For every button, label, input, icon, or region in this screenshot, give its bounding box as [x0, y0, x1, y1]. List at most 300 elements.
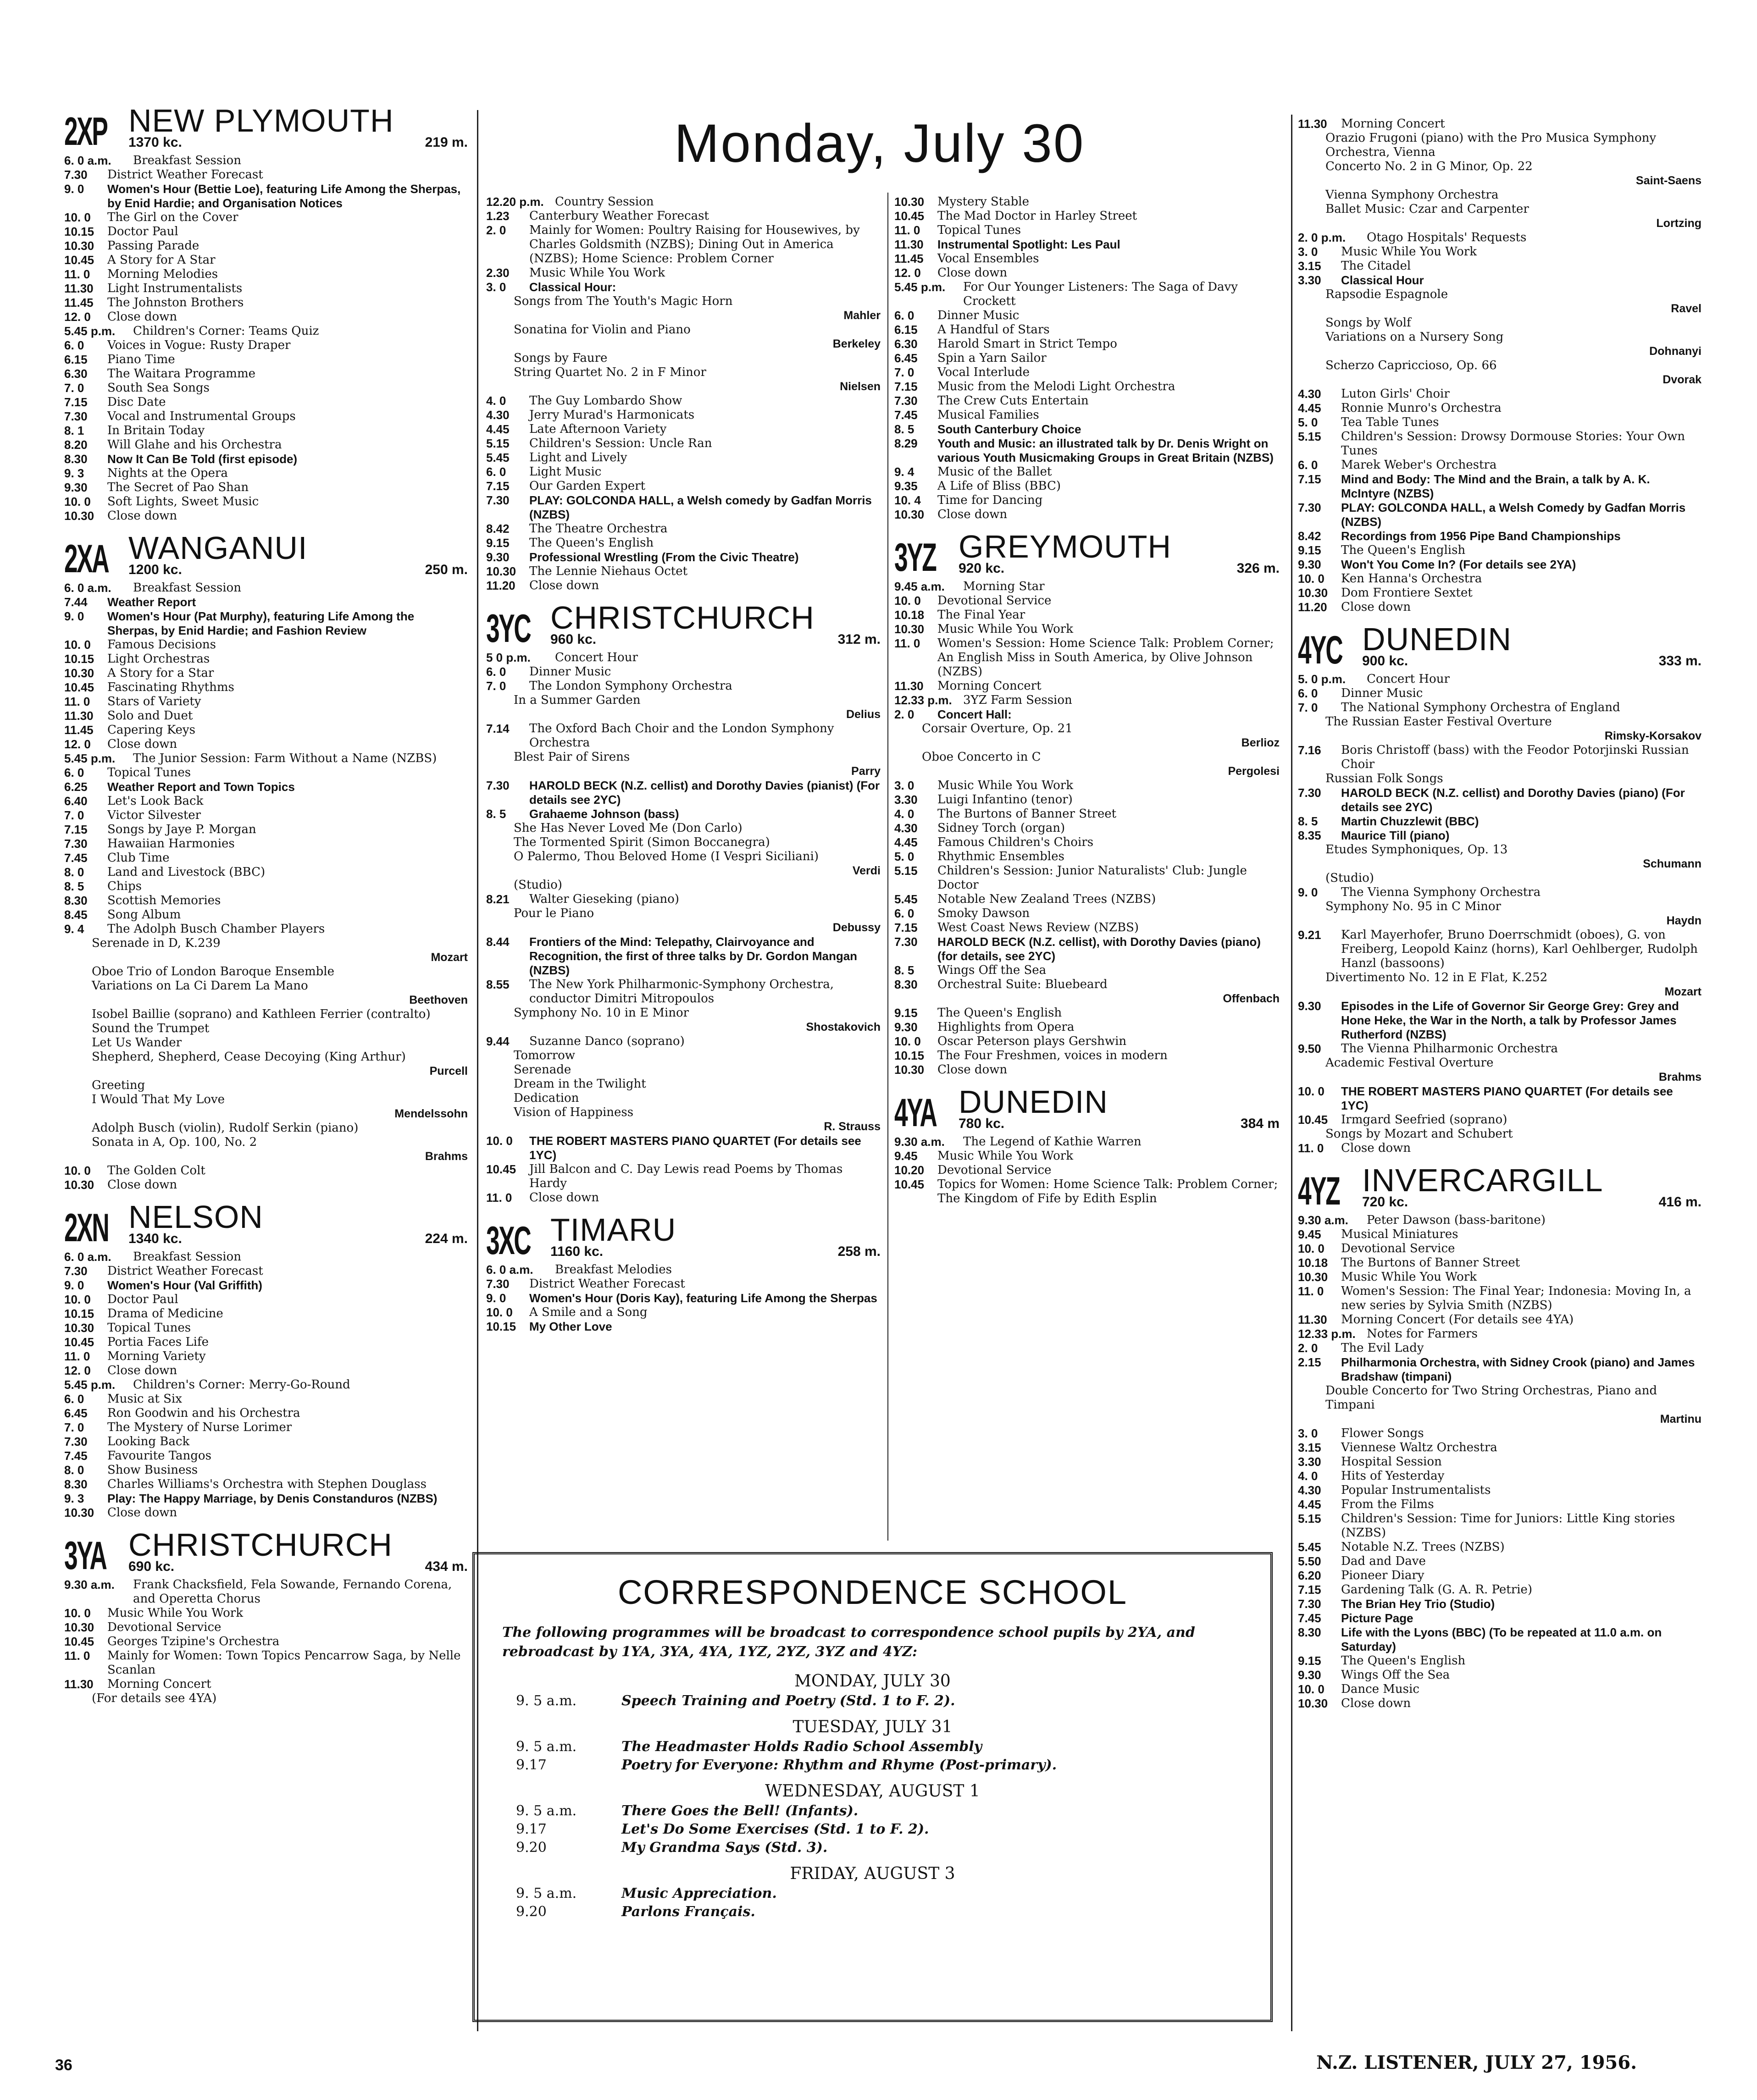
schedule-row: [1298, 160, 1702, 174]
programme-detail: Let Us Wander: [92, 1036, 182, 1050]
time-label: 10.30: [894, 195, 925, 209]
schedule-row: [64, 168, 468, 182]
programme-title: Close down: [529, 579, 599, 592]
schedule-row: [894, 422, 1280, 437]
page-header: Monday, July 30: [674, 113, 1085, 174]
station-heading: [1298, 1162, 1702, 1213]
schedule-row: [64, 1649, 468, 1677]
footer-credit: N.Z. LISTENER, JULY 27, 1956.: [1316, 2052, 1637, 2073]
programme-title: Peter Dawson (bass-baritone): [1367, 1213, 1546, 1227]
schedule-row: [894, 1049, 1280, 1063]
programme-title: Breakfast Session: [133, 1250, 241, 1264]
programme-title: HAROLD BECK (N.Z. cellist), with Dorothy Davies (piano) (for details, see 2YC): [937, 935, 1261, 963]
programme-title: The London Symphony Orchestra: [529, 679, 732, 693]
schedule-row: [894, 323, 1280, 337]
programme-title: Tea Table Tunes: [1341, 415, 1439, 429]
schedule-row: [486, 1091, 881, 1105]
programme-detail: (Studio): [514, 878, 562, 892]
programme-title: Disc Date: [107, 395, 166, 409]
schedule-row: [894, 493, 1280, 508]
station-city: CHRISTCHURCH: [550, 600, 815, 636]
programme-title: South Sea Songs: [107, 381, 210, 395]
programme-title: Devotional Service: [937, 594, 1052, 608]
programme-title: The Queen's English: [937, 1006, 1062, 1020]
programme-detail: Variations on a Nursery Song: [1325, 330, 1504, 344]
programme-title: Women's Hour (Bettie Loe), featuring Life Among the Sherpas, by Enid Hardie; and Organisation Notices: [107, 182, 461, 210]
programme-title: Episodes in the Life of Governor Sir George Grey: Grey and Hone Heke, the War in the North, a talk by Professor James Rutherford (NZBS): [1341, 999, 1679, 1041]
programme-title: Topical Tunes: [107, 766, 191, 779]
programme-title: The Citadel: [1341, 259, 1411, 273]
time-label: 5.45 p.m.: [894, 280, 946, 294]
programme-title: The Golden Colt: [107, 1164, 205, 1177]
schedule-row: [1298, 1597, 1702, 1611]
station-callsign: 2XN: [64, 1206, 109, 1250]
schedule-row: [1298, 1668, 1702, 1682]
time-label: 6.15: [894, 323, 918, 337]
station-wavelength: 250 m.: [425, 562, 468, 577]
schedule-row: [486, 1134, 881, 1162]
schedule-row: [1298, 1141, 1702, 1155]
schedule-row: [1298, 1213, 1702, 1227]
correspondence-day: MONDAY, JULY 30: [794, 1672, 951, 1691]
programme-detail: Sonata in A, Op. 100, No. 2: [92, 1135, 257, 1149]
correspondence-time: 9. 5 a.m.: [516, 1693, 577, 1709]
time-label: 5.50: [1298, 1554, 1321, 1568]
schedule-row: [64, 1250, 468, 1264]
time-label: 8.21: [486, 892, 510, 906]
schedule-row: [64, 509, 468, 523]
time-label: 3.30: [894, 793, 918, 807]
schedule-row: [894, 693, 1280, 707]
schedule-row: [64, 253, 468, 267]
programme-title: 3YZ Farm Session: [963, 693, 1072, 707]
schedule-row: [1298, 117, 1702, 131]
station-city: GREYMOUTH: [959, 529, 1171, 564]
schedule-row: [486, 821, 881, 835]
schedule-row: [64, 709, 468, 723]
programme-title: The Mad Doctor in Harley Street: [937, 209, 1137, 223]
time-label: 7.30: [64, 1435, 88, 1448]
station-name-block: [959, 529, 1280, 576]
schedule-row: [1298, 1384, 1702, 1412]
programme-title: The Mystery of Nurse Lorimer: [107, 1420, 292, 1434]
station-callsign: 4YZ: [1298, 1169, 1340, 1213]
schedule-row: [894, 1034, 1280, 1049]
programme-title: The Junior Session: Farm Without a Name (NZBS): [133, 752, 437, 765]
programme-title: Time for Dancing: [937, 493, 1043, 507]
schedule-row: [894, 1006, 1280, 1020]
programme-title: Stars of Variety: [107, 695, 201, 708]
schedule-row: [894, 209, 1280, 223]
schedule-row: [486, 1263, 881, 1277]
programme-detail: The Russian Easter Festival Overture: [1325, 715, 1552, 729]
programme-title: Ron Goodwin and his Orchestra: [107, 1406, 300, 1420]
time-label: 7.30: [64, 409, 88, 423]
composer-name: Mozart: [431, 951, 468, 964]
time-label: 10.30: [1298, 1270, 1328, 1284]
time-label: 7.45: [1298, 1611, 1321, 1625]
schedule-row: [894, 821, 1280, 835]
time-label: 8.20: [64, 438, 88, 452]
time-label: 8. 5: [64, 879, 84, 893]
time-label: 11.45: [894, 252, 924, 265]
schedule-row: [1298, 415, 1702, 430]
programme-title: From the Films: [1341, 1498, 1434, 1511]
time-label: 9.30 a.m.: [894, 1135, 945, 1149]
schedule-row: [486, 1320, 881, 1334]
time-label: 10. 0: [486, 1305, 513, 1319]
schedule-row: [64, 1435, 468, 1449]
time-label: 11.30: [1298, 1313, 1327, 1326]
time-label: 4.30: [486, 408, 510, 422]
programme-title: Voices in Vogue: Rusty Draper: [107, 338, 291, 352]
programme-title: Notes for Farmers: [1367, 1327, 1478, 1341]
programme-title: Rhythmic Ensembles: [937, 850, 1064, 863]
schedule-row: [1298, 1697, 1702, 1711]
schedule-row: [894, 892, 1280, 906]
time-label: 4.30: [894, 821, 918, 835]
time-label: 10.45: [64, 680, 94, 694]
schedule-row: [1298, 1084, 1702, 1113]
composer-name: Dohnanyi: [1649, 345, 1702, 358]
time-label: 11.45: [64, 723, 94, 737]
column-3: [894, 195, 1280, 1213]
schedule-row: [64, 865, 468, 879]
schedule-row: [486, 978, 881, 1006]
programme-title: Close down: [1341, 1141, 1411, 1155]
time-label: 7.45: [894, 408, 918, 422]
schedule-row: [1298, 871, 1702, 885]
correspondence-programme: Speech Training and Poetry (Std. 1 to F. 2).: [621, 1693, 955, 1709]
time-label: 4.30: [1298, 387, 1321, 401]
schedule-row: [486, 579, 881, 593]
schedule-row: [1298, 401, 1702, 415]
schedule-row: [64, 595, 468, 609]
programme-title: Breakfast Session: [133, 154, 241, 167]
programme-title: The Vienna Symphony Orchestra: [1341, 885, 1541, 899]
time-label: 2. 0: [894, 707, 915, 721]
schedule-row: [894, 679, 1280, 693]
programme-title: The Theatre Orchestra: [529, 522, 668, 536]
schedule-row: [64, 1093, 468, 1107]
time-label: 6. 0: [1298, 686, 1318, 700]
time-label: 9.50: [1298, 1042, 1321, 1056]
programme-title: Suzanne Danco (soprano): [529, 1034, 685, 1048]
schedule-row: [1298, 772, 1702, 786]
station-wavelength: 312 m.: [837, 632, 881, 647]
schedule-row: [1298, 472, 1702, 501]
time-label: 10.45: [64, 1335, 94, 1349]
programme-title: The Secret of Pao Shan: [107, 481, 249, 494]
correspondence-time: 9.20: [516, 1904, 547, 1920]
programme-detail: Russian Folk Songs: [1325, 772, 1443, 785]
correspondence-item: [502, 1756, 1243, 1774]
schedule-row: [64, 1477, 468, 1492]
schedule-row: [64, 424, 468, 438]
schedule-row: [894, 337, 1280, 351]
time-label: 5. 0: [894, 850, 915, 863]
correspondence-day: FRIDAY, AUGUST 3: [790, 1864, 955, 1883]
time-label: 8.30: [894, 978, 918, 991]
station-kilocycles: 920 kc.: [959, 561, 1005, 576]
time-label: 7.16: [1298, 743, 1321, 757]
programme-title: PLAY: GOLCONDA HALL, a Welsh Comedy by Gadfan Morris (NZBS): [1341, 501, 1686, 529]
schedule-row: [1298, 273, 1702, 287]
schedule-row: [894, 963, 1280, 978]
schedule-row: [64, 1135, 468, 1149]
station-wavelength: 258 m.: [837, 1244, 881, 1259]
time-label: 9.30: [1298, 558, 1321, 571]
station-wavelength: 434 m.: [425, 1559, 468, 1574]
time-label: 10.45: [894, 209, 925, 223]
programme-title: Dad and Dave: [1341, 1554, 1426, 1568]
programme-detail: Songs by Wolf: [1325, 316, 1411, 330]
time-label: 6.45: [64, 1406, 88, 1420]
programme-detail: Orazio Frugoni (piano) with the Pro Musica Symphony Orchestra, Vienna: [1325, 131, 1657, 159]
programme-detail: Pour le Piano: [514, 906, 594, 920]
time-label: 10.30: [486, 564, 516, 578]
schedule-row: [1298, 885, 1702, 900]
station-spacer: [64, 1706, 468, 1713]
schedule-row: [894, 1177, 1280, 1206]
time-label: 2. 0: [1298, 1341, 1318, 1355]
schedule-row: [1298, 330, 1702, 344]
station-heading: [486, 600, 881, 651]
programme-title: Luton Girls' Choir: [1341, 387, 1450, 401]
schedule-row: [894, 594, 1280, 608]
schedule-row: [64, 1007, 468, 1022]
programme-title: The Crew Cuts Entertain: [937, 394, 1089, 408]
time-label: 6.20: [1298, 1569, 1321, 1582]
schedule-row: [1298, 1127, 1702, 1141]
time-label: 11. 0: [64, 1349, 90, 1363]
time-label: 11. 0: [1298, 1141, 1324, 1155]
schedule-row: [64, 1121, 468, 1135]
programme-title: Music While You Work: [937, 622, 1073, 636]
time-label: 2.30: [486, 266, 510, 280]
schedule-row: [894, 722, 1280, 736]
schedule-row: [64, 737, 468, 752]
programme-title: Famous Children's Choirs: [937, 835, 1094, 849]
programme-detail: Adolph Busch (violin), Rudolf Serkin (piano): [92, 1121, 359, 1135]
schedule-row: [1298, 1227, 1702, 1242]
time-label: 10.30: [64, 1620, 94, 1634]
programme-title: HAROLD BECK (N.Z. cellist) and Dorothy Davies (pianist) (For details see 2YC): [529, 779, 880, 807]
station-spacer: [1298, 1155, 1702, 1163]
time-label: 7. 0: [64, 1420, 84, 1434]
time-label: 5.15: [894, 864, 918, 878]
programme-title: Songs by Jaye P. Morgan: [107, 823, 256, 836]
programme-title: Concert Hour: [1367, 672, 1450, 686]
programme-title: Women's Hour (Doris Kay), featuring Life Among the Sherpas: [529, 1291, 877, 1305]
correspondence-programme: My Grandma Says (Std. 3).: [621, 1840, 828, 1856]
station-spacer: [64, 1192, 468, 1199]
programme-title: Youth and Music: an illustrated talk by Dr. Denis Wright on various Youth Musicmaking Groups in Great Britain (NZBS): [937, 437, 1274, 464]
time-label: 11.30: [64, 1677, 94, 1691]
time-label: 7.30: [1298, 501, 1321, 514]
programme-title: Music While You Work: [1341, 1270, 1477, 1284]
time-label: 2. 0: [486, 223, 506, 237]
schedule-row: [64, 1022, 468, 1036]
programme-title: Light Instrumentalists: [107, 282, 243, 295]
time-label: 10.30: [64, 1178, 94, 1192]
station-spacer: [894, 522, 1280, 529]
composer-name: Haydn: [1666, 914, 1702, 927]
station-callsign: 3YZ: [894, 536, 936, 580]
schedule-row: [64, 1606, 468, 1620]
schedule-row: [1298, 715, 1702, 729]
schedule-row: [64, 752, 468, 766]
station-heading: [64, 530, 468, 581]
station-callsign: 3YC: [486, 607, 531, 651]
programme-title: A Smile and a Song: [529, 1305, 648, 1319]
programme-title: Frank Chacksfield, Fela Sowande, Fernando Corena, and Operetta Chorus: [133, 1578, 452, 1606]
time-label: 11.30: [64, 282, 94, 295]
schedule-row: [1298, 701, 1702, 715]
programme-title: Show Business: [107, 1463, 198, 1477]
schedule-row: [64, 367, 468, 381]
programme-detail: She Has Never Loved Me (Don Carlo): [514, 821, 743, 835]
schedule-row: [1298, 1469, 1702, 1483]
station-kilocycles: 1370 kc.: [128, 135, 182, 150]
composer-name: Delius: [846, 708, 881, 721]
programme-detail: Rapsodie Espagnole: [1325, 287, 1448, 301]
time-label: 8.30: [64, 1477, 88, 1491]
schedule-row: [64, 851, 468, 865]
time-label: 11.20: [486, 579, 515, 592]
time-label: 9.30: [64, 481, 88, 494]
time-label: 9. 3: [64, 466, 84, 480]
station-spacer: [1298, 614, 1702, 622]
time-label: 10.45: [486, 1162, 516, 1176]
time-label: 3. 0: [1298, 245, 1318, 259]
time-label: 12. 0: [894, 266, 921, 280]
composer-name: Rimsky-Korsakov: [1604, 729, 1702, 742]
programme-title: The Queen's English: [1341, 1654, 1466, 1668]
programme-title: West Coast News Review (NZBS): [937, 921, 1139, 934]
time-label: 8.42: [486, 522, 510, 536]
schedule-row: [894, 437, 1280, 465]
time-label: 7.15: [64, 823, 88, 836]
schedule-row: [486, 394, 881, 408]
schedule-row: [894, 935, 1280, 963]
programme-title: Mind and Body: The Mind and the Brain, a talk by A. K. McIntyre (NZBS): [1341, 472, 1650, 500]
programme-title: Music While You Work: [1341, 245, 1477, 259]
schedule-row: [1298, 1611, 1702, 1625]
schedule-row: [894, 622, 1280, 636]
column-rule: [887, 193, 888, 1541]
schedule-row: [894, 779, 1280, 793]
composer-name: Saint-Saens: [1635, 174, 1702, 187]
station-frequency: [959, 561, 1280, 576]
schedule-row: [486, 807, 881, 821]
time-label: 9.30 a.m.: [64, 1578, 115, 1592]
composer-name: Brahms: [1658, 1071, 1702, 1083]
schedule-row: [1298, 829, 1702, 843]
page-number: 36: [55, 2056, 72, 2074]
schedule-row: [486, 1291, 881, 1305]
schedule-row: [64, 894, 468, 908]
time-label: 7.30: [1298, 786, 1321, 800]
programme-title: Musical Families: [937, 408, 1039, 422]
time-label: 11.30: [64, 709, 94, 723]
schedule-row: [894, 1163, 1280, 1177]
programme-title: Capering Keys: [107, 723, 195, 737]
programme-title: Drama of Medicine: [107, 1307, 223, 1321]
schedule-row: [486, 493, 881, 522]
programme-title: HAROLD BECK (N.Z. cellist) and Dorothy Davies (piano) (For details see 2YC): [1341, 786, 1685, 814]
schedule-row: [486, 750, 881, 764]
schedule-row: [894, 921, 1280, 935]
programme-title: Morning Melodies: [107, 267, 218, 281]
programme-title: Vocal Interlude: [937, 365, 1030, 379]
programme-title: The Guy Lombardo Show: [529, 394, 682, 408]
programme-detail: Symphony No. 95 in C Minor: [1325, 900, 1501, 913]
composer-name: Dvorak: [1663, 373, 1702, 386]
schedule-row: [486, 479, 881, 493]
composer-name: Schumann: [1643, 857, 1702, 870]
programme-title: Scottish Memories: [107, 894, 221, 907]
station-city: DUNEDIN: [1362, 621, 1512, 657]
time-label: 6.15: [64, 353, 88, 366]
station-frequency: [550, 1244, 881, 1259]
time-label: 10. 0: [64, 638, 91, 652]
time-label: 9.30: [1298, 999, 1321, 1013]
programme-title: Piano Time: [107, 353, 175, 366]
station-heading: [1298, 621, 1702, 672]
programme-title: Flower Songs: [1341, 1426, 1424, 1440]
time-label: 10.30: [894, 1063, 925, 1077]
time-label: 11. 0: [64, 267, 90, 281]
schedule-row: [1298, 430, 1702, 458]
time-label: 10. 0: [486, 1134, 513, 1148]
programme-detail: Divertimento No. 12 in E Flat, K.252: [1325, 971, 1548, 984]
programme-detail: Songs from The Youth's Magic Horn: [514, 294, 733, 308]
programme-detail: Blest Pair of Sirens: [514, 750, 630, 764]
programme-detail: Corsair Overture, Op. 21: [922, 722, 1073, 735]
time-label: 7.30: [894, 394, 918, 408]
programme-title: Music at Six: [107, 1392, 182, 1406]
time-label: 10.15: [64, 1307, 94, 1321]
programme-detail: Vision of Happiness: [514, 1105, 634, 1119]
time-label: 7.45: [64, 1449, 88, 1463]
time-label: 11. 0: [894, 223, 920, 237]
programme-title: Hospital Session: [1341, 1455, 1442, 1469]
time-label: 5.45: [894, 892, 918, 906]
programme-detail: Songs by Faure: [514, 351, 608, 365]
schedule-row: [64, 466, 468, 481]
programme-title: Jill Balcon and C. Day Lewis read Poems by Thomas Hardy: [529, 1162, 843, 1190]
station-kilocycles: 900 kc.: [1362, 653, 1408, 669]
programme-detail: Sonatina for Violin and Piano: [514, 323, 691, 337]
programme-detail: Scherzo Capriccioso, Op. 66: [1325, 359, 1497, 372]
programme-title: The Queen's English: [529, 536, 654, 550]
correspondence-time: 9. 5 a.m.: [516, 1739, 577, 1755]
programme-detail: Shepherd, Shepherd, Cease Decoying (King Arthur): [92, 1050, 406, 1064]
schedule-row: [1298, 1441, 1702, 1455]
programme-detail: Dream in the Twilight: [514, 1077, 646, 1091]
time-label: 7. 0: [894, 365, 915, 379]
schedule-row: [1298, 814, 1702, 829]
schedule-row: [1298, 900, 1702, 914]
schedule-row: [894, 1063, 1280, 1077]
correspondence-day: TUESDAY, JULY 31: [793, 1718, 953, 1736]
schedule-row: [64, 908, 468, 922]
schedule-row: [64, 922, 468, 936]
schedule-row: [1298, 259, 1702, 273]
programme-detail: Vienna Symphony Orchestra: [1325, 188, 1499, 202]
programme-title: Portia Faces Life: [107, 1335, 209, 1349]
